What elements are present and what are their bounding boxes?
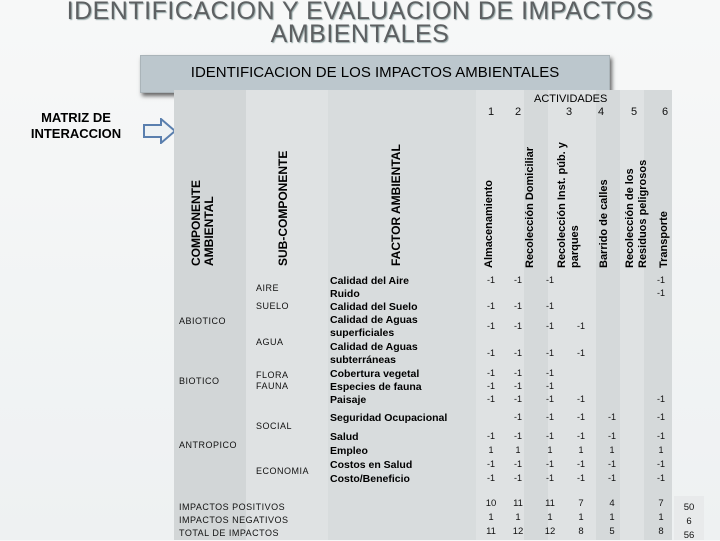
total-cell: 4: [609, 498, 615, 509]
matrix-cell: -1: [513, 473, 522, 483]
matrix-cell: -1: [486, 321, 495, 331]
factor-aguas-superficiales: Calidad de Aguas superficiales: [330, 314, 418, 339]
matrix-cell: -1: [607, 473, 616, 483]
matrix-cell: -1: [486, 348, 495, 358]
activity-3-label-line1: Recolección Inst. púb. y: [556, 142, 568, 268]
matrix-cell: -1: [545, 412, 554, 422]
factor-salud: Salud: [330, 431, 359, 443]
activity-4-number: 4: [597, 106, 605, 118]
factor-cobertura-vegetal: Cobertura vegetal: [330, 368, 420, 380]
matrix-cell: -1: [545, 301, 554, 311]
factor-especies-fauna: Especies de fauna: [330, 381, 422, 393]
matrix-label-line1: MATRIZ DE: [41, 110, 111, 125]
total-cell: 1: [658, 512, 664, 523]
matrix-cell: -1: [656, 394, 665, 404]
matrix-cell: -1: [545, 394, 554, 404]
subcomponent-suelo: SUELO: [256, 301, 290, 311]
right-arrow-icon: [143, 118, 177, 144]
factor-aguas-subterraneas: Calidad de Aguas subterráneas: [330, 341, 418, 366]
activity-3-number: 3: [565, 106, 573, 118]
header-subcomponente: SUB-COMPONENTE: [276, 150, 290, 266]
activity-6-number: 6: [661, 106, 669, 118]
activity-5-label-line2: Residuos peligrosos: [637, 159, 649, 268]
matrix-cell: -1: [576, 431, 585, 441]
subtitle-text: IDENTIFICACION DE LOS IMPACTOS AMBIENTALES: [190, 64, 560, 81]
factor-paisaje: Paisaje: [330, 394, 367, 406]
total-cell: 10: [485, 498, 497, 509]
matrix-cell: -1: [486, 368, 495, 378]
activity-2-label: Recolección Domiciliar: [524, 146, 536, 268]
totals-label-negativos: IMPACTOS NEGATIVOS: [179, 515, 289, 525]
matrix-cell: -1: [545, 368, 554, 378]
subcomponent-agua: AGUA: [256, 337, 284, 347]
total-cell: 11: [545, 498, 555, 509]
factor-costo-beneficio: Costo/Beneficio: [330, 473, 410, 485]
total-cell: 6: [686, 516, 692, 527]
matrix-cell: -1: [513, 381, 522, 391]
matrix-cell: 1: [609, 445, 615, 455]
total-cell: 50: [683, 502, 695, 513]
component-antropico: ANTROPICO: [179, 440, 238, 450]
matrix-cell: -1: [486, 459, 495, 469]
matrix-cell: -1: [607, 459, 616, 469]
header-componente-line1: COMPONENTE: [189, 179, 203, 266]
total-cell: 7: [658, 498, 664, 509]
activity-5-label: [624, 132, 650, 268]
subtitle-bar: [140, 55, 610, 93]
factor-costos-salud: Costos en Salud: [330, 459, 413, 471]
matrix-cell: -1: [545, 381, 554, 391]
subcomponent-economia: ECONOMIA: [256, 466, 310, 476]
activity-3-label: [556, 122, 582, 268]
total-cell: 1: [515, 512, 521, 523]
total-cell: 11: [513, 498, 523, 509]
component-abiotico: ABIOTICO: [179, 316, 227, 326]
total-cell: 5: [609, 526, 615, 537]
matrix-cell: -1: [513, 321, 522, 331]
matrix-cell: -1: [656, 412, 665, 422]
total-cell: 7: [578, 498, 584, 509]
matrix-cell: -1: [545, 431, 554, 441]
matrix-cell: -1: [513, 368, 522, 378]
subcomponent-flora-fauna: FLORA FAUNA: [256, 370, 289, 391]
matrix-label: [12, 110, 140, 142]
total-cell: 12: [512, 526, 524, 537]
matrix-cell: -1: [576, 412, 585, 422]
activity-6-label: Transporte: [658, 211, 670, 268]
matrix-cell: -1: [513, 431, 522, 441]
total-cell: 56: [683, 530, 695, 541]
activity-3-label-line2: parques: [569, 225, 581, 268]
matrix-label-line2: INTERACCION: [30, 126, 122, 141]
matrix-cell: -1: [545, 473, 554, 483]
matrix-cell: -1: [576, 321, 585, 331]
matrix-cell: -1: [486, 394, 495, 404]
matrix-cell: -1: [576, 459, 585, 469]
matrix-cell: -1: [656, 275, 665, 285]
matrix-cell: -1: [545, 459, 554, 469]
matrix-cell: 1: [515, 445, 521, 455]
matrix-cell: 1: [547, 445, 553, 455]
matrix-cell: -1: [545, 275, 554, 285]
matrix-cell: -1: [545, 321, 554, 331]
total-cell: 1: [578, 512, 584, 523]
factor-seguridad-ocupacional: Seguridad Ocupacional: [330, 412, 448, 424]
matrix-cell: -1: [513, 301, 522, 311]
title-line1: IDENTIFICACION Y EVALUACION DE IMPACTOS: [66, 0, 654, 25]
matrix-cell: 1: [578, 445, 584, 455]
subcomponent-aire: AIRE: [256, 283, 280, 293]
matrix-cell: -1: [486, 275, 495, 285]
activity-4-label: Barrido de calles: [598, 179, 610, 268]
matrix-cell: -1: [576, 473, 585, 483]
activity-5-label-line1: Recolección de los: [624, 168, 636, 268]
factor-calidad-aire: Calidad del Aire: [330, 275, 409, 287]
total-cell: 8: [578, 526, 584, 537]
activity-1-label: Almacenamiento: [483, 179, 495, 268]
matrix-cell: -1: [607, 431, 616, 441]
matrix-cell: -1: [576, 348, 585, 358]
component-biotico: BIOTICO: [179, 376, 220, 386]
column-shade: [174, 90, 246, 540]
factor-empleo: Empleo: [330, 445, 368, 457]
activity-5-number: 5: [630, 106, 638, 118]
matrix-cell: -1: [656, 459, 665, 469]
matrix-cell: -1: [545, 348, 554, 358]
totals-label-total: TOTAL DE IMPACTOS: [179, 528, 280, 538]
matrix-cell: -1: [513, 412, 522, 422]
matrix-cell: -1: [486, 473, 495, 483]
total-cell: 1: [609, 512, 615, 523]
matrix-cell: -1: [486, 301, 495, 311]
matrix-cell: -1: [656, 431, 665, 441]
matrix-cell: -1: [513, 394, 522, 404]
header-componente-line2: AMBIENTAL: [202, 196, 216, 266]
activity-2-number: 2: [514, 106, 522, 118]
total-cell: 11: [486, 526, 496, 537]
matrix-cell: 1: [488, 445, 494, 455]
activity-1-number: 1: [487, 106, 495, 118]
factor-ruido: Ruido: [330, 288, 360, 300]
subcomponent-social: SOCIAL: [256, 421, 293, 431]
page-title: [0, 0, 720, 46]
matrix-cell: -1: [607, 412, 616, 422]
matrix-cell: -1: [656, 288, 665, 298]
total-cell: 12: [544, 526, 556, 537]
matrix-cell: -1: [576, 394, 585, 404]
factor-calidad-suelo: Calidad del Suelo: [330, 301, 418, 313]
header-componente: [190, 160, 216, 266]
title-line2: AMBIENTALES: [270, 20, 450, 48]
matrix-cell: -1: [486, 381, 495, 391]
header-actividades: ACTIVIDADES: [534, 93, 608, 105]
matrix-cell: -1: [513, 348, 522, 358]
matrix-cell: -1: [513, 275, 522, 285]
header-factor: FACTOR AMBIENTAL: [389, 144, 403, 266]
matrix-cell: -1: [486, 431, 495, 441]
total-cell: 1: [488, 512, 494, 523]
total-cell: 1: [547, 512, 553, 523]
matrix-cell: -1: [656, 473, 665, 483]
total-cell: 8: [658, 526, 664, 537]
matrix-cell: -1: [513, 459, 522, 469]
totals-label-positivos: IMPACTOS POSITIVOS: [179, 502, 286, 512]
matrix-cell: 1: [658, 445, 664, 455]
